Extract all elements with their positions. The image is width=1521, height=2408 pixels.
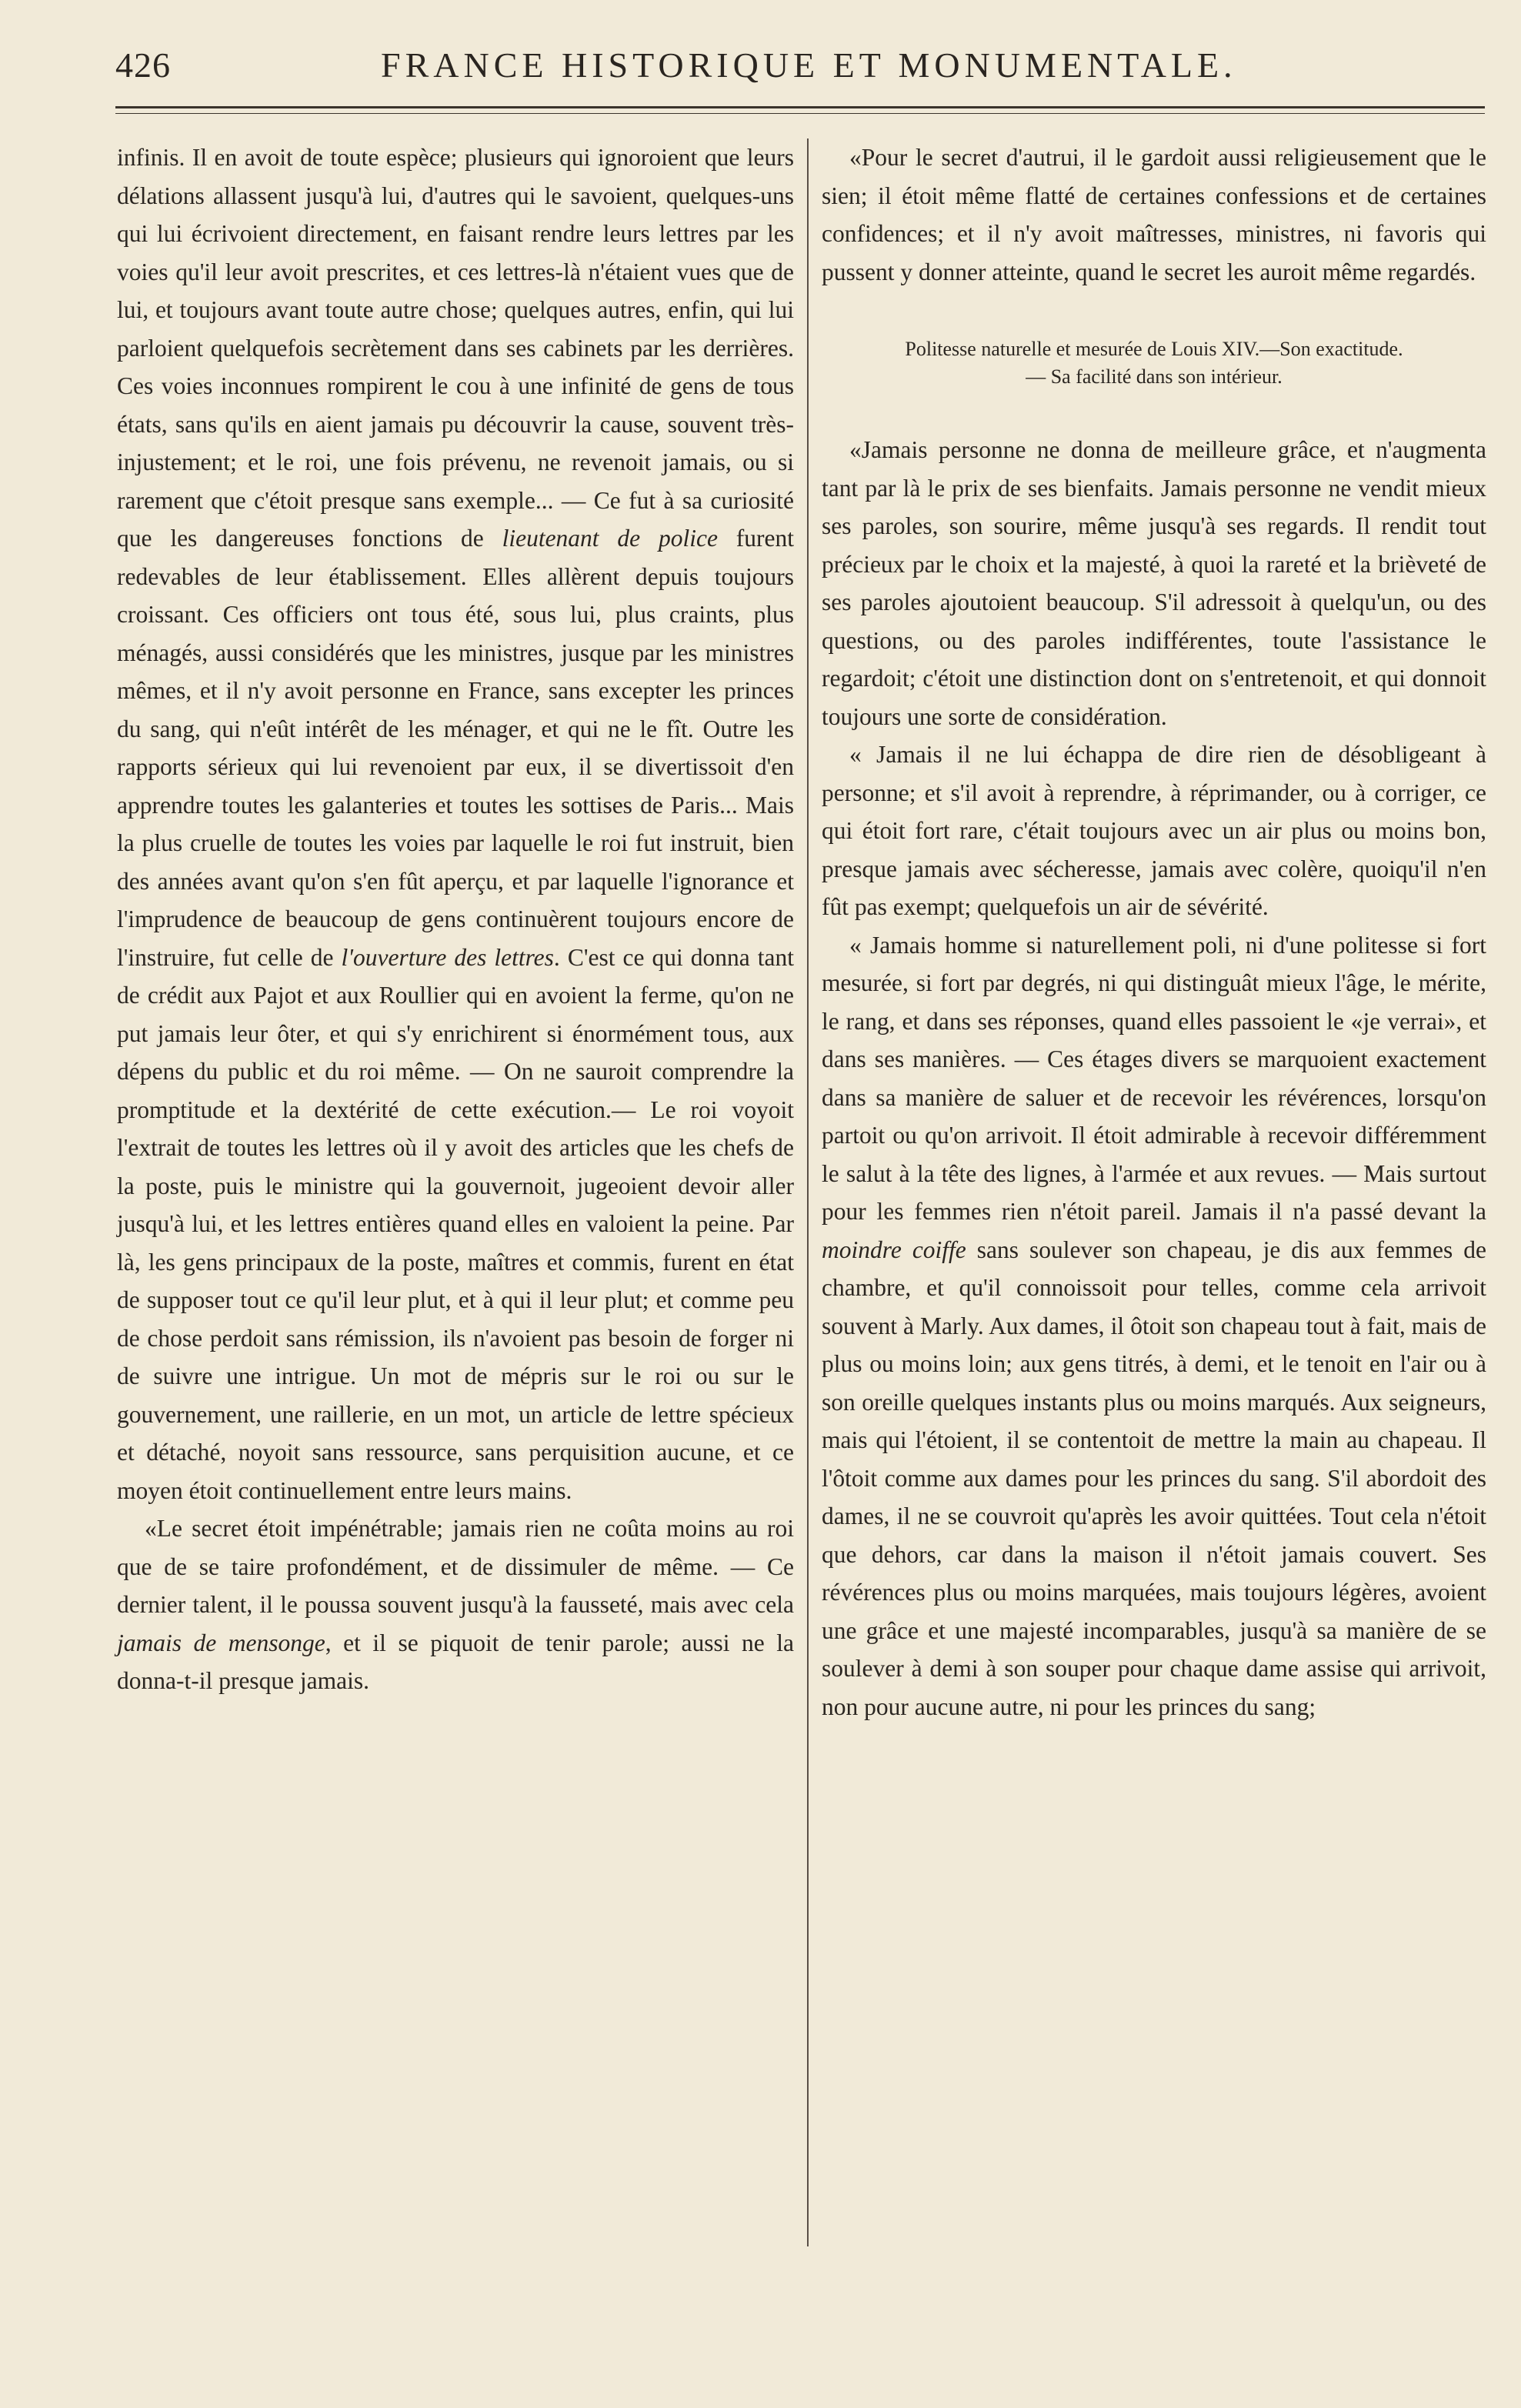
right-column bbox=[822, 138, 1486, 1726]
header-rule bbox=[115, 106, 1485, 114]
column-divider bbox=[807, 138, 809, 2246]
paragraph-grace: «Jamais personne ne donna de meilleure grâce, et n'augmenta tant par là le prix de ses bienfaits. Jamais personne ne vendit mieux ses paroles, son sourire, même jusqu'à ses regards. Il rendit tout précieux par le choix et la majesté, à quoi la rareté et la brièveté de ses paroles ajoutoient beaucoup. S'il adressoit à quelqu'un, ou des questions, ou des paroles indifférentes, toute l'assistance le regardoit; c'étoit une distinction dont on s'entretenoit, et qui donnoit toujours une sorte de considération. bbox=[822, 436, 1486, 730]
paragraph-desobligeant: « Jamais il ne lui échappa de dire rien de désobligeant à personne; et s'il avoit à reprendre, à réprimander, ou à corriger, ce qui étoit fort rare, c'était toujours avec un air plus ou moins bon, presque jamais avec sécheresse, jamais avec colère, quoiqu'il n'en fût pas exempt; quelquefois un air de sévérité. bbox=[822, 741, 1486, 920]
running-head bbox=[115, 45, 1485, 98]
paragraph-politesse: « Jamais homme si naturellement poli, ni d'une politesse si fort mesurée, si fort par degrés, ni qui distinguât mieux l'âge, le mérite, le rang, et dans ses réponses, quand elles passoient le «je verrai», et dans ses manières. — Ces étages divers se marquoient exactement dans sa manière de saluer et de recevoir les révérences, lorsqu'on partoit ou qu'on arrivoit. Il étoit admirable à recevoir différemment le salut à la tête des lignes, à l'armée et aux revues. — Mais surtout pour les femmes rien n'étoit pareil. Jamais il n'a passé devant la moindre coiffe sans soulever son chapeau, je dis aux femmes de chambre, et qu'il connoissoit pour telles, comme cela arrivoit souvent à Marly. Aux dames, il ôtoit son chapeau tout à fait, mais de plus ou moins loin; aux gens titrés, à demi, et le tenoit en l'air ou à son oreille quelques instants plus ou moins marqués. Aux seigneurs, mais qui l'étoient, il se contentoit de mettre la main au chapeau. Il l'ôtoit comme aux dames pour les princes du sang. S'il abordoit des dames, il ne se couvroit qu'après les avoir quittées. Tout cela n'étoit que dehors, car dans la maison il n'étoit jamais couvert. Ses révérences plus ou moins marquées, mais toujours légères, avoient une grâce et une majesté incomparables, jusqu'à sa manière de se soulever à demi à son souper pour chaque dame assise qui arrivoit, non pour aucune autre, ni pour les princes du sang; bbox=[822, 931, 1486, 1720]
paragraph-secret: «Le secret étoit impénétrable; jamais rien ne coûta moins au roi que de se taire profondément, et de dissimuler de même. — Ce dernier talent, il le poussa souvent jusqu'à la fausseté, mais avec cela jamais de mensonge, et il se piquoit de tenir parole; aussi ne la donna-t-il presque jamais. bbox=[117, 1515, 794, 1694]
paragraph-police: infinis. Il en avoit de toute espèce; plusieurs qui ignoroient que leurs délations allassent jusqu'à lui, d'autres qui le savoient, quelques-uns qui lui écrivoient directement, en faisant rendre leurs lettres par les voies qu'il leur avoit prescrites, et ces lettres-là n'étaient vues que de lui, et toujours avant toute autre chose; quelques autres, enfin, qui lui parloient quelquefois secrètement dans ses cabinets par les derrières. Ces voies inconnues rompirent le cou à une infinité de gens de tous états, sans qu'ils en aient jamais pu découvrir la cause, souvent très-injustement; et le roi, une fois prévenu, ne revenoit jamais, ou si rarement que c'étoit presque sans exemple... — Ce fut à sa curiosité que les dangereuses fonctions de lieutenant de police furent redevables de leur établissement. Elles allèrent depuis toujours croissant. Ces officiers ont tous été, sous lui, plus craints, plus ménagés, aussi considérés que les ministres, jusque par les ministres mêmes, et il n'y avoit personne en France, sans excepter les princes du sang, qui n'eût intérêt de les ménager, et qui ne le fît. Outre les rapports sérieux qui lui revenoient par eux, il se divertissoit d'en apprendre toutes les galanteries et toutes les sottises de Paris... Mais la plus cruelle de toutes les voies par laquelle le roi fut instruit, bien des années avant qu'on s'en fût aperçu, et par laquelle l'ignorance et l'imprudence de beaucoup de gens continuèrent toujours encore de l'instruire, fut celle de l'ouverture des lettres. C'est ce qui donna tant de crédit aux Pajot et aux Roullier qui en avoient la ferme, qu'on ne put jamais leur ôter, et qui s'y enrichirent si énormément tous, aux dépens du public et du roi même. — On ne sauroit comprendre la promptitude et la dextérité de cette exécution.— Le roi voyoit l'extrait de toutes les lettres où il y avoit des articles que les chefs de la poste, puis le ministre qui la gouvernoit, jugeoient devoir aller jusqu'à lui, et les lettres entières quand elles en valoient la peine. Par là, les gens principaux de la poste, maîtres et commis, furent en état de supposer tout ce qu'il leur plut, et à qui il leur plut; et comme peu de chose perdoit sans rémission, ils n'avoient pas besoin de forger ni de suivre une intrigue. Un mot de mépris sur le roi ou sur le gouvernement, une raillerie, en un mot, un article de lettre spécieux et détaché, noyoit sans ressource, sans perquisition aucune, et ce moyen étoit continuellement entre leurs mains. bbox=[117, 144, 795, 1504]
section-heading: Politesse naturelle et mesurée de Louis XIV.—Son exactitude. — Sa facilité dans son intérieur. bbox=[905, 338, 1403, 388]
page-number: 426 bbox=[115, 45, 171, 85]
paragraph-secret-autrui: «Pour le secret d'autrui, il le gardoit aussi religieusement que le sien; il étoit même flatté de certaines confessions et de certaines confidences; et il n'y avoit maîtresses, ministres, ni favoris qui pussent y donner atteinte, quand le secret les auroit même regardés. bbox=[822, 144, 1486, 285]
left-column bbox=[117, 138, 794, 1700]
running-title: FRANCE HISTORIQUE ET MONUMENTALE. bbox=[381, 45, 1237, 85]
